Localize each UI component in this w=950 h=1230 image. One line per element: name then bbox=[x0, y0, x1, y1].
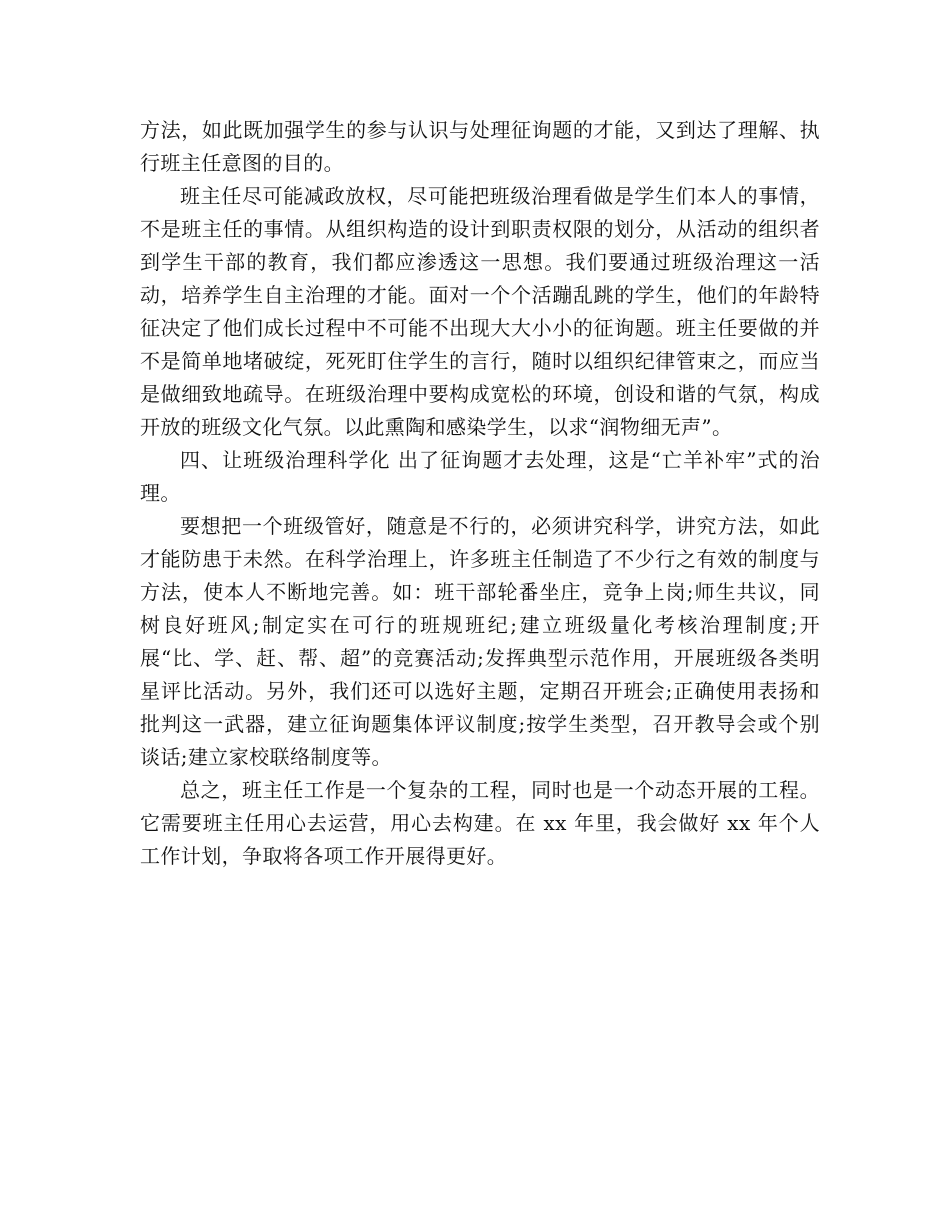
paragraph-5-conclusion: 总之，班主任工作是一个复杂的工程，同时也是一个动态开展的工程。它需要班主任用心去运营，用心去构建。在 xx 年里，我会做好 xx 年个人工作计划，争取将各项工作开展得更好。 bbox=[140, 778, 820, 868]
paragraph-2: 班主任尽可能减政放权，尽可能把班级治理看做是学生们本人的事情，不是班主任的事情。从组织构造的设计到职责权限的划分，从活动的组织者到学生干部的教育，我们都应渗透这一思想。我们要通过班级治理这一活动，培养学生自主治理的才能。面对一个个活蹦乱跳的学生，他们的年龄特征决定了他们成长过程中不可能不出现大大小小的征询题。班主任要做的并不是简单地堵破绽，死死盯住学生的言行，随时以组织纪律管束之，而应当是做细致地疏导。在班级治理中要构成宽松的环境，创设和谐的气氛，构成开放的班级文化气氛。以此熏陶和感染学生，以求“润物细无声”。 bbox=[140, 184, 820, 439]
paragraph-3-section-heading: 四、让班级治理科学化 出了征询题才去处理，这是“亡羊补牢”式的治理。 bbox=[140, 448, 820, 505]
document-body bbox=[140, 114, 820, 873]
paragraph-4: 要想把一个班级管好，随意是不行的，必须讲究科学，讲究方法，如此才能防患于未然。在科学治理上，许多班主任制造了不少行之有效的制度与方法，使本人不断地完善。如：班干部轮番坐庄，竞争上岗;师生共议，同树良好班风;制定实在可行的班规班纪;建立班级量化考核治理制度;开展“比、学、赶、帮、超”的竞赛活动;发挥典型示范作用，开展班级各类明星评比活动。另外，我们还可以选好主题，定期召开班会;正确使用表扬和批判这一武器，建立征询题集体评议制度;按学生类型，召开教导会或个别谈话;建立家校联络制度等。 bbox=[140, 514, 820, 769]
paragraph-1: 方法，如此既加强学生的参与认识与处理征询题的才能，又到达了理解、执行班主任意图的目的。 bbox=[140, 118, 820, 175]
